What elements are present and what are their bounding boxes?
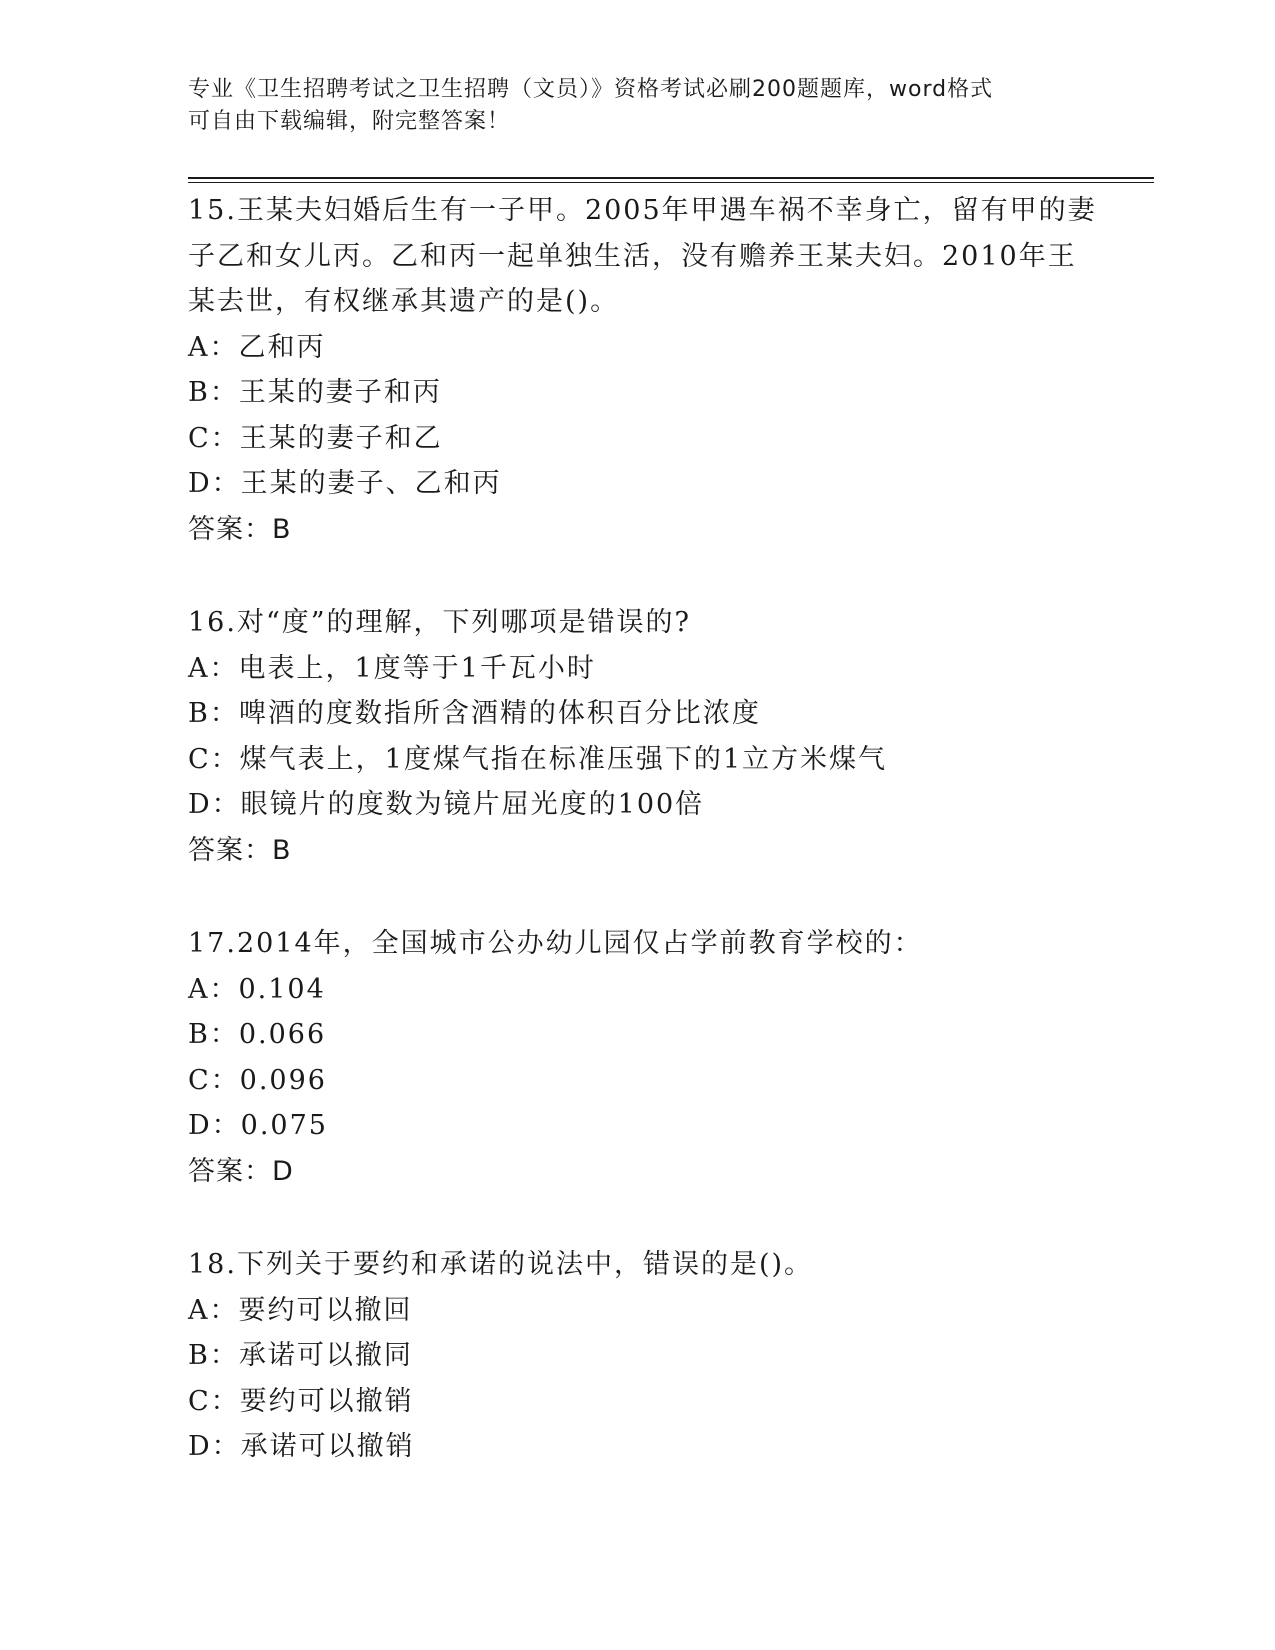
- question-stem: [188, 921, 1088, 967]
- option-a: A：0.104: [188, 973, 326, 1005]
- question-17: [188, 921, 1088, 1194]
- header-line-1: 专业《卫生招聘考试之卫生招聘（文员）》资格考试必刷200题题库，word格式: [188, 77, 994, 102]
- option-b: B：0.066: [188, 1019, 327, 1050]
- question-15: [188, 188, 1097, 552]
- option-b: B：承诺可以撤同: [188, 1340, 413, 1371]
- option-c: C：要约可以撤销: [188, 1385, 414, 1417]
- answer-line: 答案：B: [188, 513, 292, 545]
- question-stem: [188, 188, 1097, 325]
- question-stem-line: 18.下列关于要约和承诺的说法中，错误的是()。: [188, 1249, 814, 1280]
- header-line-2: 可自由下载编辑，附完整答案！: [188, 109, 511, 134]
- question-stem: [188, 600, 1088, 646]
- question-stem-line: 子乙和女儿丙。乙和丙一起单独生活，没有赡养王某夫妇。2010年王: [188, 240, 1077, 272]
- question-stem-line: 16.对“度”的理解，下列哪项是错误的?: [188, 607, 692, 638]
- document-header: [188, 74, 1088, 138]
- option-d: D：王某的妻子、乙和丙: [188, 468, 502, 499]
- question-16: [188, 600, 1088, 873]
- option-a: A：乙和丙: [188, 331, 326, 363]
- option-c: C：0.096: [188, 1064, 327, 1096]
- header-divider-thick: [188, 177, 1154, 179]
- question-stem: [188, 1242, 1088, 1288]
- option-d: D：眼镜片的度数为镜片屈光度的100倍: [188, 789, 705, 820]
- header-divider-thin: [188, 182, 1154, 183]
- option-c: C：煤气表上，1度煤气指在标准压强下的1立方米煤气: [188, 743, 888, 775]
- option-b: B：王某的妻子和丙: [188, 377, 442, 408]
- answer-line: 答案：D: [188, 1155, 294, 1187]
- option-a: A：电表上，1度等于1千瓦小时: [188, 652, 596, 684]
- question-18: [188, 1242, 1088, 1470]
- question-stem-line: 15.王某夫妇婚后生有一子甲。2005年甲遇车祸不幸身亡，留有甲的妻: [188, 195, 1097, 226]
- answer-line: 答案：B: [188, 834, 292, 866]
- question-list: [188, 188, 1097, 1518]
- question-stem-line: 17.2014年，全国城市公办幼儿园仅占学前教育学校的：: [188, 928, 923, 959]
- option-b: B：啤酒的度数指所含酒精的体积百分比浓度: [188, 698, 761, 729]
- option-d: D：0.075: [188, 1110, 328, 1141]
- option-d: D：承诺可以撤销: [188, 1431, 415, 1462]
- option-c: C：王某的妻子和乙: [188, 422, 443, 454]
- question-stem-line: 某去世，有权继承其遗产的是()。: [188, 286, 620, 317]
- option-a: A：要约可以撤回: [188, 1294, 413, 1326]
